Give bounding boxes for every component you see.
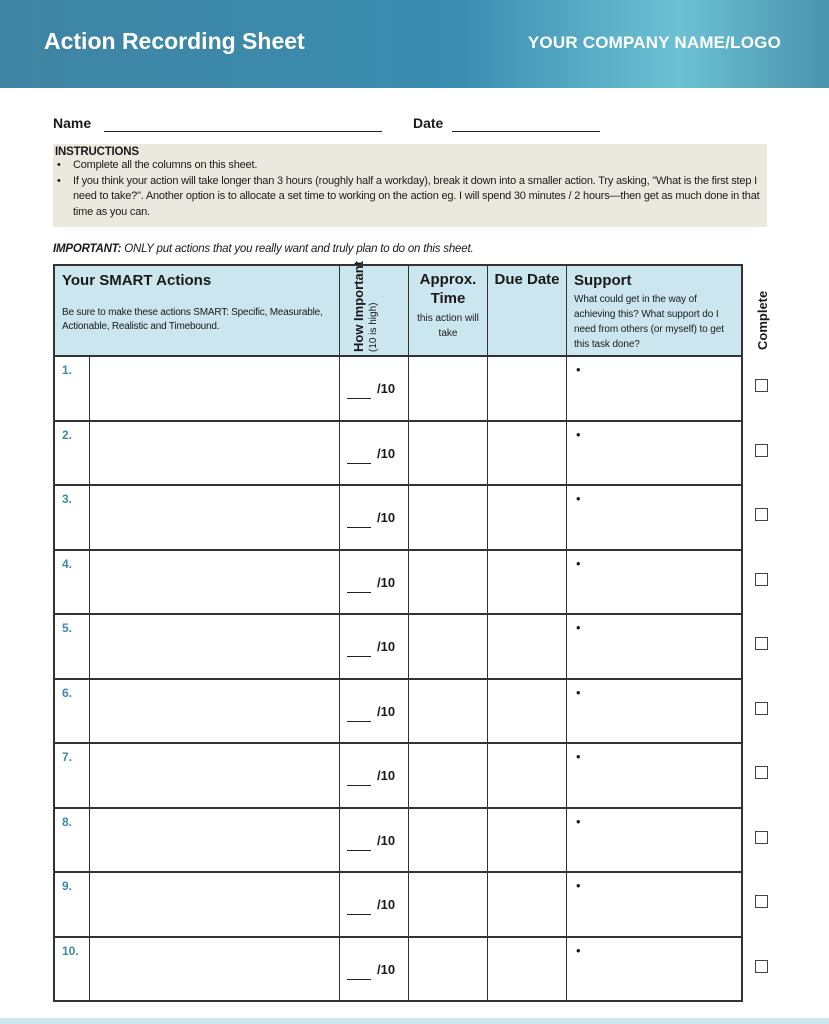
score-suffix: /10 (377, 445, 396, 461)
time-input[interactable] (409, 485, 487, 548)
score-blank[interactable] (347, 899, 371, 915)
importance-score[interactable] (347, 381, 395, 399)
support-bullet: • (576, 684, 581, 700)
date-field[interactable] (452, 131, 600, 132)
instructions-heading: INSTRUCTIONS (55, 146, 139, 158)
importance-score[interactable] (347, 833, 395, 851)
support-column-title: Support (574, 272, 632, 289)
due-date-input[interactable] (488, 808, 566, 871)
row-number: 5. (62, 621, 73, 635)
score-blank[interactable] (347, 383, 371, 399)
importance-score[interactable] (347, 768, 395, 786)
importance-column-header (352, 261, 380, 352)
score-blank[interactable] (347, 512, 371, 528)
time-input[interactable] (409, 872, 487, 935)
actions-column-subtitle: Be sure to make these actions SMART: Specific, Measurable, Actionable, Realistic and Timebound. (62, 307, 323, 332)
row-number: 3. (62, 492, 73, 506)
action-input[interactable] (90, 356, 339, 419)
support-bullet: • (576, 942, 581, 958)
header-banner (0, 0, 829, 88)
support-bullet: • (576, 362, 581, 377)
score-suffix: /10 (377, 574, 396, 590)
importance-column-title: How Important (351, 261, 366, 352)
importance-score[interactable] (347, 639, 395, 657)
time-input[interactable] (409, 421, 487, 484)
score-suffix: /10 (377, 510, 396, 525)
importance-score[interactable] (347, 704, 395, 722)
time-input[interactable] (409, 614, 487, 677)
action-input[interactable] (90, 937, 339, 1000)
due-date-input[interactable] (488, 614, 566, 677)
complete-checkbox[interactable] (755, 379, 768, 392)
due-date-input[interactable] (488, 743, 566, 806)
column-divider (566, 266, 567, 1000)
complete-checkbox[interactable] (755, 895, 768, 908)
due-date-input[interactable] (488, 872, 566, 935)
row-number: 2. (62, 427, 73, 442)
complete-checkbox[interactable] (755, 508, 768, 521)
score-blank[interactable] (347, 770, 371, 786)
score-blank[interactable] (347, 835, 371, 851)
name-field[interactable] (104, 131, 382, 132)
complete-checkbox[interactable] (755, 573, 768, 586)
support-bullet: • (576, 813, 581, 829)
importance-column-subtitle: (10 is high) (368, 302, 379, 352)
action-input[interactable] (90, 550, 339, 613)
row-number: 9. (62, 879, 73, 893)
support-bullet: • (576, 491, 581, 506)
column-divider (339, 266, 340, 1000)
complete-checkbox[interactable] (755, 766, 768, 779)
support-bullet: • (576, 555, 581, 571)
due-date-input[interactable] (488, 550, 566, 613)
score-blank[interactable] (347, 641, 371, 657)
row-number: 8. (62, 814, 73, 829)
name-label: Name (53, 115, 92, 131)
action-input[interactable] (90, 679, 339, 742)
score-blank[interactable] (347, 577, 371, 593)
row-number: 10. (62, 943, 79, 958)
instructions-list (53, 158, 767, 220)
action-input[interactable] (90, 485, 339, 548)
action-input[interactable] (90, 421, 339, 484)
instructions-box (53, 144, 767, 227)
score-suffix: /10 (377, 639, 396, 654)
time-column-title: Approx. Time (419, 271, 477, 307)
important-text: ONLY put actions that you really want and truly plan to do on this sheet. (124, 243, 474, 255)
support-bullet: • (576, 426, 581, 442)
score-suffix: /10 (377, 768, 396, 783)
score-suffix: /10 (377, 897, 396, 912)
important-note (53, 243, 473, 255)
due-date-input[interactable] (488, 356, 566, 419)
support-column-subtitle: What could get in the way of achieving this? What support do I need from others (or myself) to get this task done? (574, 294, 724, 350)
company-logo-placeholder: YOUR COMPANY NAME/LOGO (527, 33, 781, 52)
score-blank[interactable] (347, 964, 371, 980)
score-suffix: /10 (377, 832, 396, 848)
due-date-column-title: Due Date (494, 271, 560, 288)
importance-score[interactable] (347, 897, 395, 915)
complete-checkbox[interactable] (755, 444, 768, 457)
score-blank[interactable] (347, 706, 371, 722)
time-input[interactable] (409, 743, 487, 806)
complete-checkbox[interactable] (755, 831, 768, 844)
due-date-input[interactable] (488, 421, 566, 484)
actions-column-title: Your SMART Actions (62, 272, 212, 289)
support-bullet: • (576, 749, 581, 764)
importance-score[interactable] (347, 575, 395, 593)
row-number: 1. (62, 363, 73, 377)
time-input[interactable] (409, 356, 487, 419)
action-input[interactable] (90, 614, 339, 677)
score-blank[interactable] (347, 448, 371, 464)
score-suffix: /10 (377, 961, 396, 977)
action-input[interactable] (90, 872, 339, 935)
complete-checkbox[interactable] (755, 637, 768, 650)
date-label: Date (413, 115, 444, 131)
score-suffix: /10 (377, 381, 396, 396)
action-input[interactable] (90, 808, 339, 871)
due-date-input[interactable] (488, 679, 566, 742)
support-bullet: • (576, 620, 581, 635)
importance-score[interactable] (347, 510, 395, 528)
important-label: IMPORTANT: (53, 243, 122, 255)
sheet-title: Action Recording Sheet (44, 28, 305, 54)
importance-score[interactable] (347, 962, 395, 980)
instruction-item: • If you think your action will take longer than 3 hours (roughly half a workday), break it down into a smaller action. Try asking, "What is the first step I need to take?". Another option is to allocate a set time to working on the action eg. I will spend 30 minutes / 2 hours—then get as much done in that time as you can. (53, 174, 767, 221)
complete-column-title: Complete (755, 290, 770, 350)
complete-checkbox[interactable] (755, 960, 768, 973)
action-input[interactable] (90, 743, 339, 806)
time-input[interactable] (409, 550, 487, 613)
row-number: 7. (62, 750, 73, 764)
time-column-subtitle: this action will take (417, 313, 479, 339)
time-input[interactable] (409, 679, 487, 742)
complete-checkbox[interactable] (755, 702, 768, 715)
footer-strip (0, 1018, 829, 1024)
time-input[interactable] (409, 808, 487, 871)
score-suffix: /10 (377, 703, 396, 719)
support-bullet: • (576, 878, 581, 893)
importance-score[interactable] (347, 446, 395, 464)
time-input[interactable] (409, 937, 487, 1000)
due-date-input[interactable] (488, 937, 566, 1000)
due-date-input[interactable] (488, 485, 566, 548)
actions-table (53, 261, 743, 1002)
row-number: 4. (62, 556, 73, 571)
instruction-item: • Complete all the columns on this sheet. (53, 158, 767, 174)
row-number: 6. (62, 685, 73, 700)
